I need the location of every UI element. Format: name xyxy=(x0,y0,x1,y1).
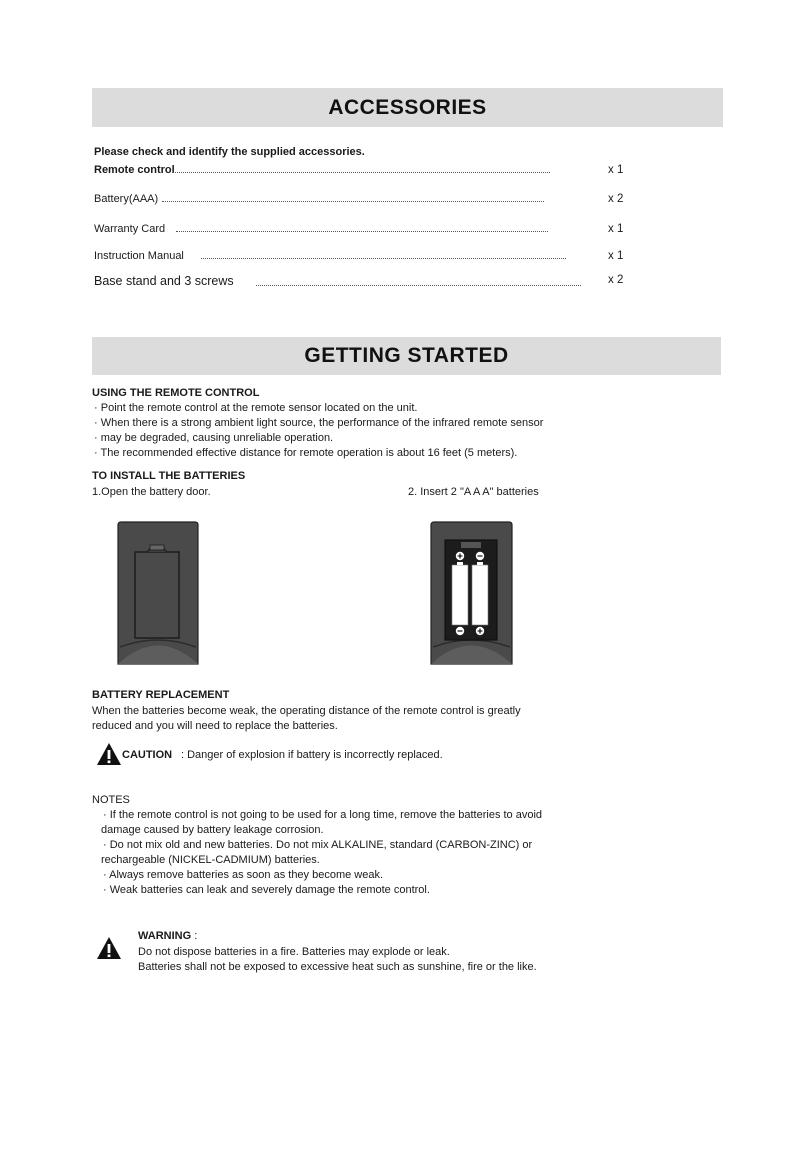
note-line xyxy=(103,868,383,882)
getting-started-banner xyxy=(92,337,721,375)
accessory-name: Warranty Card xyxy=(94,223,166,235)
note-text: If the remote control is not going to be used for a long time, remove the batteries to avoid xyxy=(109,809,543,821)
caution-label: CAUTION xyxy=(122,749,173,761)
note-text: Do not mix old and new batteries. Do not mix ALKALINE, standard (CARBON-ZINC) or xyxy=(109,839,533,851)
bullet-dot: · xyxy=(94,417,98,429)
accessory-row xyxy=(94,222,634,238)
replacement-line: When the batteries become weak, the operating distance of the remote control is greatly xyxy=(92,705,521,717)
bullet-text: Point the remote control at the remote sensor located on the unit. xyxy=(100,402,418,414)
leader-dots xyxy=(172,172,550,173)
note-line: damage caused by battery leakage corrosion. xyxy=(101,824,324,836)
note-line: rechargeable (NICKEL-CADMIUM) batteries. xyxy=(101,854,320,866)
remote-bullet xyxy=(94,431,333,445)
accessory-row xyxy=(94,274,634,292)
bullet-dot: · xyxy=(103,809,107,821)
replacement-heading: BATTERY REPLACEMENT xyxy=(92,689,230,701)
caution-text: : Danger of explosion if battery is incorrectly replaced. xyxy=(181,749,443,761)
note-line xyxy=(103,838,532,852)
accessories-intro: Please check and identify the supplied accessories. xyxy=(94,146,365,158)
install-heading: TO INSTALL THE BATTERIES xyxy=(92,470,246,482)
bullet-text: may be degraded, causing unreliable operation. xyxy=(100,432,334,444)
leader-dots xyxy=(176,231,548,232)
bullet-dot: · xyxy=(103,839,107,851)
accessory-name: Instruction Manual xyxy=(94,250,184,262)
accessories-title: ACCESSORIES xyxy=(328,95,487,119)
bullet-dot: · xyxy=(103,884,107,896)
remote-bullet xyxy=(94,401,417,415)
bullet-dot: · xyxy=(103,869,107,881)
accessory-row xyxy=(94,249,634,265)
install-step-2: 2. Insert 2 "A A A" batteries xyxy=(408,486,539,498)
warning-label: WARNING xyxy=(138,930,192,942)
warning-heading xyxy=(138,929,197,943)
remote-bullet xyxy=(94,416,543,430)
bullet-dot: · xyxy=(94,402,98,414)
caution-icon xyxy=(96,742,122,766)
replacement-line: reduced and you will need to replace the batteries. xyxy=(92,720,338,732)
notes-heading: NOTES xyxy=(92,794,130,806)
accessory-qty: x 1 xyxy=(608,164,624,176)
accessory-row xyxy=(94,163,634,179)
bullet-text: The recommended effective distance for remote operation is about 16 feet (5 meters). xyxy=(100,447,518,459)
note-line xyxy=(103,808,542,822)
accessory-qty: x 1 xyxy=(608,250,624,262)
accessory-name: Battery(AAA) xyxy=(94,193,159,205)
accessory-qty: x 1 xyxy=(608,223,624,235)
getting-started-title: GETTING STARTED xyxy=(304,344,509,367)
accessory-name: Base stand and 3 screws xyxy=(94,274,234,288)
bullet-dot: · xyxy=(94,447,98,459)
bullet-text: When there is a strong ambient light source, the performance of the infrared remote sensor xyxy=(100,417,544,429)
remote-bullet xyxy=(94,446,517,460)
install-step-1: 1.Open the battery door. xyxy=(92,486,211,498)
warning-line: Batteries shall not be exposed to excessive heat such as sunshine, fire or the like. xyxy=(138,961,537,973)
accessory-qty: x 2 xyxy=(608,193,624,205)
warning-colon: : xyxy=(191,930,198,942)
accessory-row xyxy=(94,192,634,208)
bullet-dot: · xyxy=(94,432,98,444)
remote-open-illustration xyxy=(430,521,513,665)
accessory-qty: x 2 xyxy=(608,274,624,286)
note-text: Always remove batteries as soon as they become weak. xyxy=(109,869,384,881)
accessory-name: Remote control xyxy=(94,164,175,176)
remote-back-illustration xyxy=(117,521,199,665)
remote-heading: USING THE REMOTE CONTROL xyxy=(92,387,260,399)
leader-dots xyxy=(162,201,544,202)
warning-line: Do not dispose batteries in a fire. Batteries may explode or leak. xyxy=(138,946,450,958)
note-text: Weak batteries can leak and severely damage the remote control. xyxy=(109,884,430,896)
leader-dots xyxy=(201,258,566,259)
note-line xyxy=(103,883,430,897)
warning-icon xyxy=(96,936,122,960)
leader-dots xyxy=(256,285,581,286)
accessories-banner xyxy=(92,88,723,127)
